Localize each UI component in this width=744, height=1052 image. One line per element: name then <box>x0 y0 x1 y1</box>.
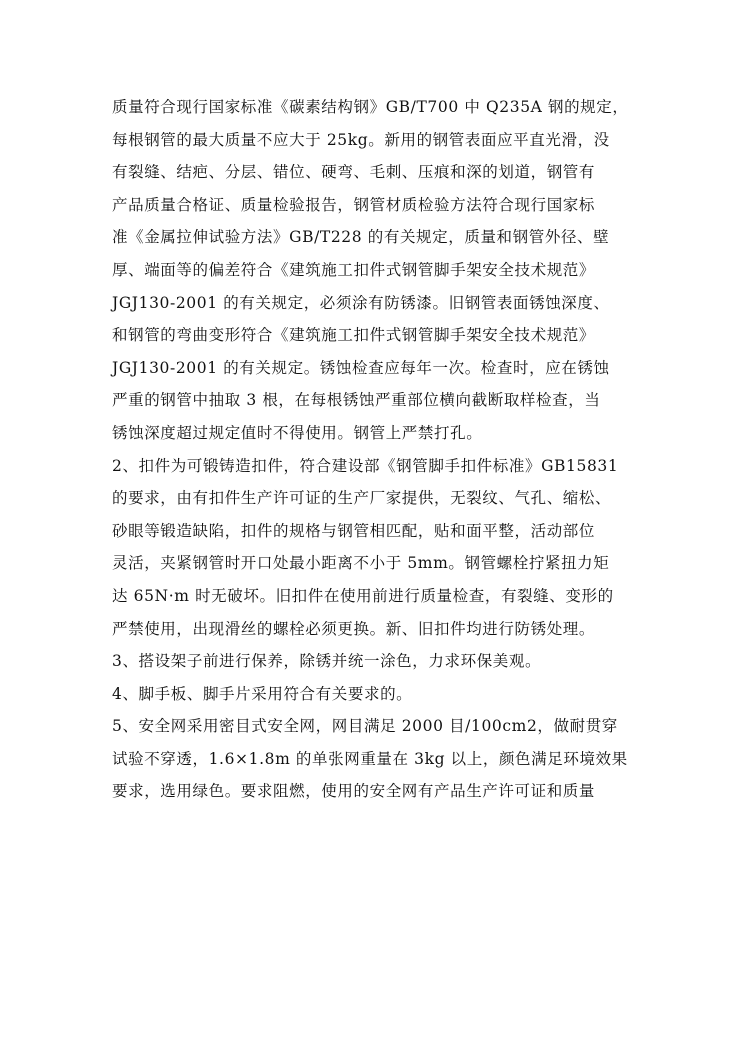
body-text <box>112 91 642 808</box>
text-line: 砂眼等锻造缺陷，扣件的规格与钢管相匹配，贴和面平整，活动部位 <box>112 521 596 540</box>
text-line: 和钢管的弯曲变形符合《建筑施工扣件式钢管脚手架安全技术规范》 <box>112 326 596 345</box>
text-line: 2、扣件为可锻铸造扣件，符合建设部《钢管脚手扣件标准》GB15831 <box>112 456 619 475</box>
text-line: 有裂缝、结疤、分层、错位、硬弯、毛刺、压痕和深的划道，钢管有 <box>112 163 596 182</box>
text-line: 5、安全网采用密目式安全网，网目满足 2000 目/100cm2，做耐贯穿 <box>112 717 618 736</box>
text-line: 达 65N·m 时无破坏。旧扣件在使用前进行质量检查，有裂缝、变形的 <box>112 586 614 605</box>
text-line: 灵活，夹紧钢管时开口处最小距离不小于 5mm。钢管螺栓拧紧扭力矩 <box>112 554 610 573</box>
text-line: 每根钢管的最大质量不应大于 25kg。新用的钢管表面应平直光滑，没 <box>112 130 610 149</box>
text-line: 准《金属拉伸试验方法》GB/T228 的有关规定，质量和钢管外径、壁 <box>112 228 610 247</box>
text-line: 3、搭设架子前进行保养，除锈并统一涂色，力求环保美观。 <box>112 652 542 671</box>
text-line: JGJ130-2001 的有关规定，必须涂有防锈漆。旧钢管表面锈蚀深度、 <box>112 293 610 312</box>
text-line: 要求，选用绿色。要求阻燃，使用的安全网有产品生产许可证和质量 <box>112 782 596 801</box>
text-line: 厚、端面等的偏差符合《建筑施工扣件式钢管脚手架安全技术规范》 <box>112 260 596 279</box>
text-line: JGJ130-2001 的有关规定。锈蚀检查应每年一次。检查时，应在锈蚀 <box>112 358 610 377</box>
text-line: 试验不穿透，1.6×1.8m 的单张网重量在 3kg 以上，颜色满足环境效果 <box>112 749 628 768</box>
text-line: 产品质量合格证、质量检验报告，钢管材质检验方法符合现行国家标 <box>112 195 596 214</box>
text-line: 严禁使用，出现滑丝的螺栓必须更换。新、旧扣件均进行防锈处理。 <box>112 619 596 638</box>
text-line: 严重的钢管中抽取 3 根，在每根锈蚀严重部位横向截断取样检查，当 <box>112 391 601 410</box>
text-line: 4、脚手板、脚手片采用符合有关要求的。 <box>112 684 413 703</box>
text-line: 质量符合现行国家标准《碳素结构钢》GB/T700 中 Q235A 钢的规定， <box>112 98 629 116</box>
text-line: 的要求，由有扣件生产许可证的生产厂家提供，无裂纹、气孔、缩松、 <box>112 489 612 508</box>
text-line: 锈蚀深度超过规定值时不得使用。钢管上严禁打孔。 <box>112 423 483 442</box>
